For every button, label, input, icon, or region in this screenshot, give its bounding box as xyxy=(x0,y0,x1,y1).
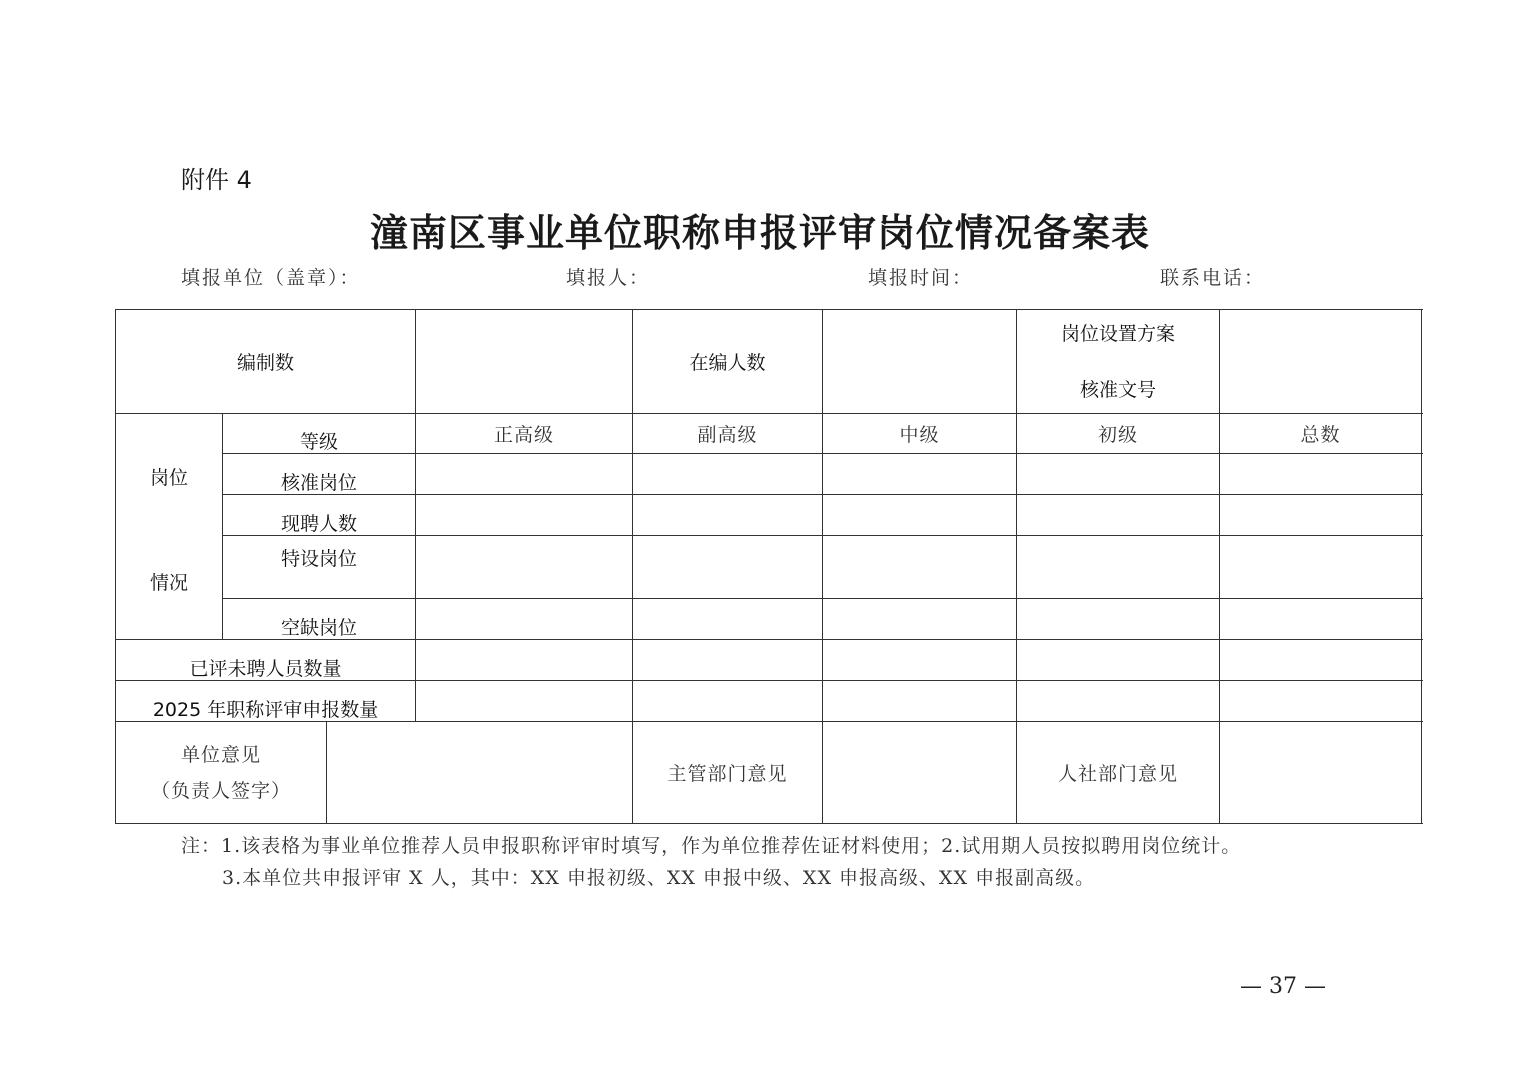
table-cell[interactable] xyxy=(1220,640,1422,681)
level-total: 总数 xyxy=(1220,414,1422,454)
staffing-value-cell[interactable] xyxy=(416,310,633,414)
table-cell[interactable] xyxy=(416,599,633,640)
table-cell[interactable] xyxy=(1220,454,1422,495)
table-cell[interactable] xyxy=(1220,495,1422,536)
table-cell[interactable] xyxy=(823,599,1017,640)
table-cell[interactable] xyxy=(633,454,823,495)
table-cell[interactable] xyxy=(416,495,633,536)
table-cell[interactable] xyxy=(823,681,1017,722)
level-junior: 初级 xyxy=(1017,414,1220,454)
table-cell[interactable] xyxy=(416,454,633,495)
meta-phone: 联系电话： xyxy=(1160,267,1266,289)
table-cell[interactable] xyxy=(823,495,1017,536)
dept-opinion-label: 主管部门意见 xyxy=(633,722,823,824)
table-cell[interactable] xyxy=(633,681,823,722)
current-staff-value-cell[interactable] xyxy=(823,310,1017,414)
row-approved-posts: 核准岗位 xyxy=(223,454,416,495)
table-cell[interactable] xyxy=(1220,599,1422,640)
table-cell[interactable] xyxy=(1220,681,1422,722)
meta-person: 填报人： xyxy=(566,267,651,289)
level-label: 等级 xyxy=(223,414,416,454)
level-intermediate: 中级 xyxy=(823,414,1017,454)
unit-opinion-cell[interactable] xyxy=(327,722,633,824)
post-situation-label xyxy=(116,414,223,640)
table-cell[interactable] xyxy=(823,640,1017,681)
table-cell[interactable] xyxy=(416,536,633,599)
table-cell[interactable] xyxy=(1017,599,1220,640)
table-cell[interactable] xyxy=(1017,454,1220,495)
unit-opinion-line2: （负责人签字） xyxy=(150,779,291,802)
table-cell[interactable] xyxy=(416,640,633,681)
level-deputy-senior: 副高级 xyxy=(633,414,823,454)
plan-doc-label xyxy=(1017,310,1220,414)
plan-doc-line2: 核准文号 xyxy=(1080,378,1157,401)
level-senior: 正高级 xyxy=(416,414,633,454)
table-cell[interactable] xyxy=(633,640,823,681)
staffing-label: 编制数 xyxy=(116,310,416,414)
meta-time: 填报时间： xyxy=(868,267,974,289)
row-2025-applications: 2025 年职称评审申报数量 xyxy=(116,681,416,722)
table-cell[interactable] xyxy=(1017,536,1220,599)
table-cell[interactable] xyxy=(633,599,823,640)
table-cell[interactable] xyxy=(416,681,633,722)
table-cell[interactable] xyxy=(1220,536,1422,599)
dept-opinion-cell[interactable] xyxy=(823,722,1017,824)
page-number: — 37 — xyxy=(1240,974,1326,999)
table-cell[interactable] xyxy=(1017,495,1220,536)
hr-opinion-label: 人社部门意见 xyxy=(1017,722,1220,824)
unit-opinion-label xyxy=(116,722,327,824)
table-cell[interactable] xyxy=(633,495,823,536)
row-current-hired: 现聘人数 xyxy=(223,495,416,536)
plan-doc-line1: 岗位设置方案 xyxy=(1061,322,1176,345)
row-special-posts: 特设岗位 xyxy=(223,536,416,599)
document-title: 潼南区事业单位职称申报评审岗位情况备案表 xyxy=(369,210,1150,255)
post-label-2: 情况 xyxy=(149,571,188,594)
table-cell[interactable] xyxy=(633,536,823,599)
hr-opinion-cell[interactable] xyxy=(1220,722,1422,824)
attachment-label: 附件 4 xyxy=(181,166,252,194)
note-line-1: 注：1.该表格为事业单位推荐人员申报职称评审时填写，作为单位推荐佐证材料使用；2.试用期人员按拟聘用岗位统计。 xyxy=(181,835,1242,857)
table-cell[interactable] xyxy=(823,536,1017,599)
row-vacant-posts: 空缺岗位 xyxy=(223,599,416,640)
filing-table xyxy=(115,309,1422,824)
plan-doc-value-cell[interactable] xyxy=(1220,310,1422,414)
current-staff-label: 在编人数 xyxy=(633,310,823,414)
table-cell[interactable] xyxy=(823,454,1017,495)
note-line-2: 3.本单位共申报评审 X 人，其中：XX 申报初级、XX 申报中级、XX 申报高级、XX 申报副高级。 xyxy=(222,867,1096,889)
table-cell[interactable] xyxy=(1017,681,1220,722)
unit-opinion-line1: 单位意见 xyxy=(180,743,261,766)
meta-unit: 填报单位（盖章）： xyxy=(181,267,361,289)
post-label-1: 岗位 xyxy=(149,466,188,489)
table-cell[interactable] xyxy=(1017,640,1220,681)
row-evaluated-not-hired: 已评未聘人员数量 xyxy=(116,640,416,681)
